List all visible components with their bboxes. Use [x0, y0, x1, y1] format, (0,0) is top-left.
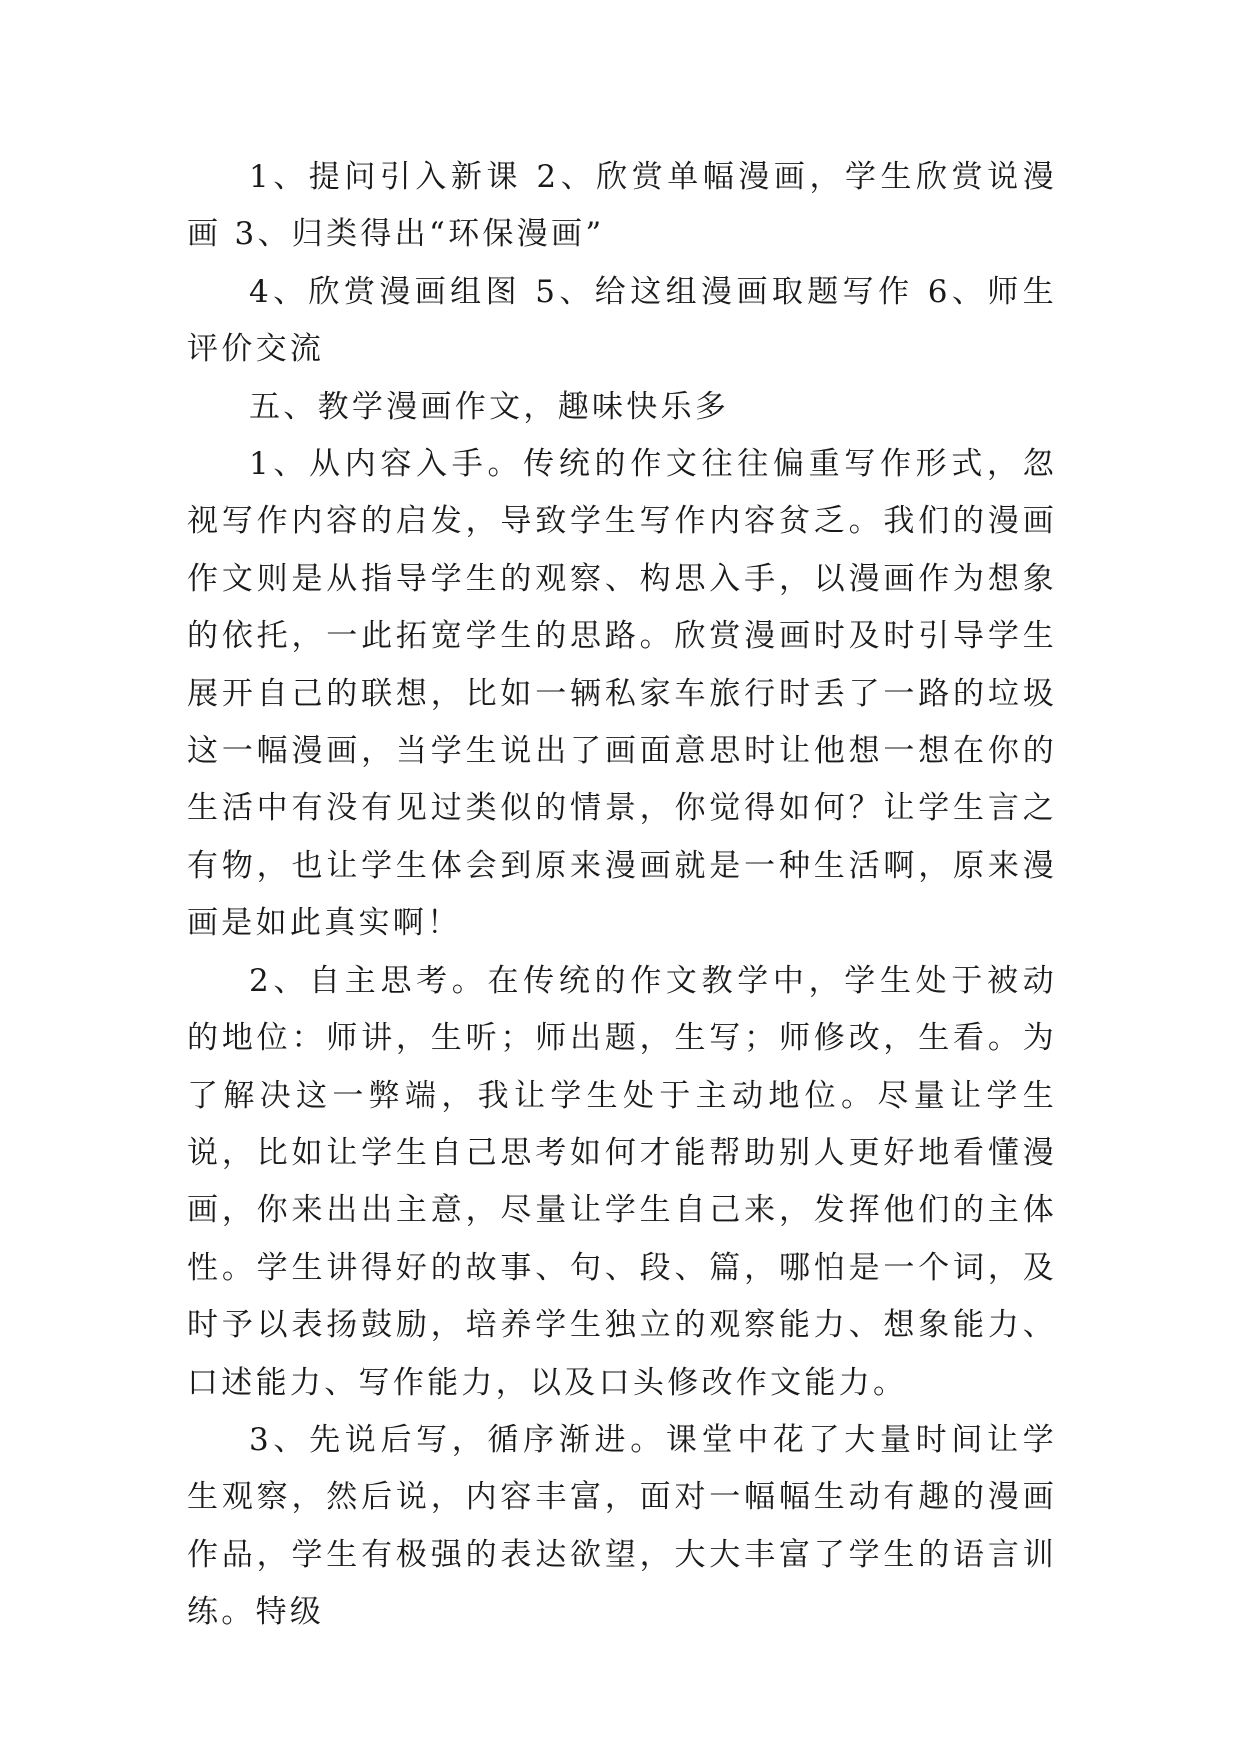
paragraph-speak-then-write: 3、先说后写，循序渐进。课堂中花了大量时间让学生观察，然后说，内容丰富，面对一幅幅生动有趣的漫画作品，学生有极强的表达欲望，大大丰富了学生的语言训练。特级 — [187, 1421, 1057, 1631]
document-page — [187, 149, 1057, 1642]
paragraph-lesson-steps-1: 1、提问引入新课 2、欣赏单幅漫画，学生欣赏说漫画 3、归类得出“环保漫画” — [187, 159, 1057, 253]
paragraph-independent-thinking: 2、自主思考。在传统的作文教学中，学生处于被动的地位：师讲，生听；师出题，生写；师修改，生看。为了解决这一弊端，我让学生处于主动地位。尽量让学生说，比如让学生自己思考如何才能帮助别人更好地看懂漫画，你来出出主意，尽量让学生自己来，发挥他们的主体性。学生讲得好的故事、句、段、篇，哪怕是一个词，及时予以表扬鼓励，培养学生独立的观察能力、想象能力、口述能力、写作能力，以及口头修改作文能力。 — [187, 962, 1057, 1401]
paragraph-lesson-steps-2: 4、欣赏漫画组图 5、给这组漫画取题写作 6、师生评价交流 — [187, 273, 1057, 368]
section-heading: 五、教学漫画作文，趣味快乐多 — [249, 388, 730, 425]
paragraph-content-approach: 1、从内容入手。传统的作文往往偏重写作形式，忽视写作内容的启发，导致学生写作内容贫乏。我们的漫画作文则是从指导学生的观察、构思入手，以漫画作为想象的依托，一此拓宽学生的思路。欣赏漫画时及时引导学生展开自己的联想，比如一辆私家车旅行时丢了一路的垃圾这一幅漫画，当学生说出了画面意思时让他想一想在你的生活中有没有见过类似的情景，你觉得如何？让学生言之有物，也让学生体会到原来漫画就是一种生活啊，原来漫画是如此真实啊！ — [187, 446, 1057, 942]
